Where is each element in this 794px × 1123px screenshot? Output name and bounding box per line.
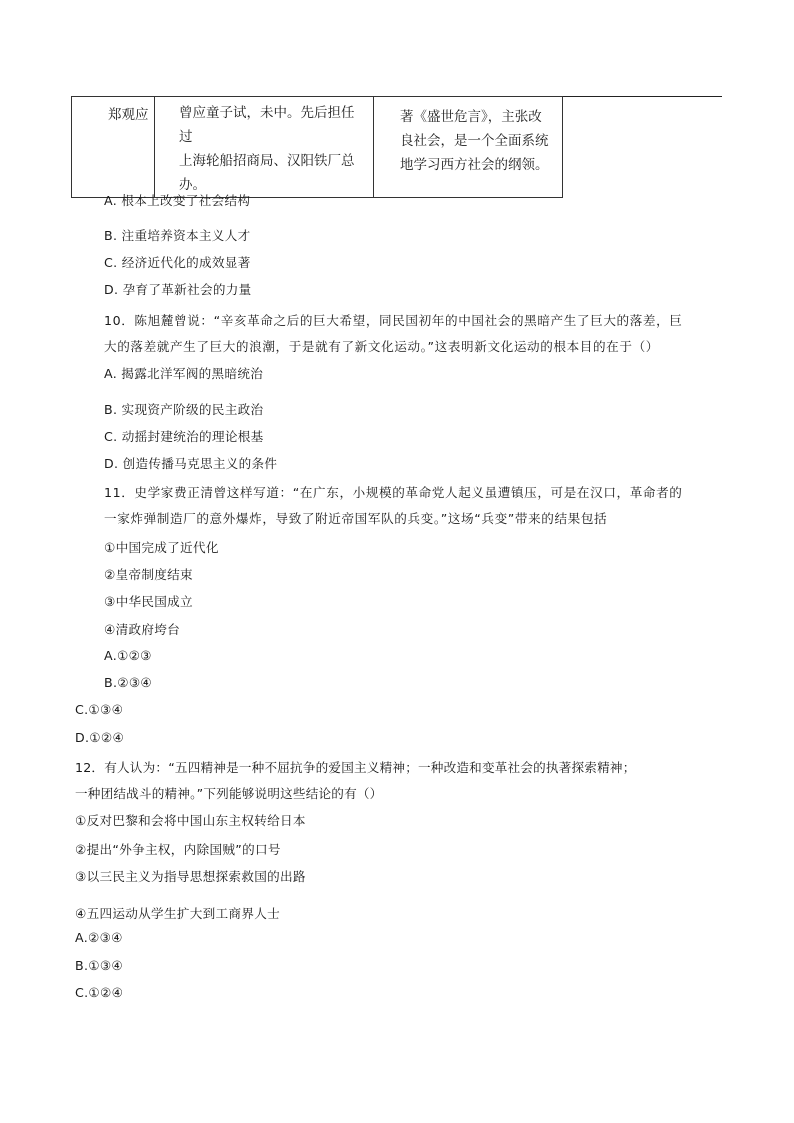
- q10-option-d: D. 创造传播马克思主义的条件: [104, 456, 278, 471]
- q12-stem-line1: 12．有人认为：“五四精神是一种不屈抗争的爱国主义精神；一种改造和变革社会的执著探索精神；: [75, 760, 636, 775]
- q11-item-2: ②皇帝制度结束: [104, 567, 193, 582]
- bio-line: 上海轮船招商局、汉阳铁厂总: [179, 153, 355, 169]
- q9-option-a: A. 根本上改变了社会结构: [104, 193, 251, 208]
- q12-item-4: ④五四运动从学生扩大到工商界人士: [75, 906, 280, 921]
- q11-option-c: C.①③④: [75, 702, 124, 717]
- q10-option-c: C. 动摇封建统治的理论根基: [104, 429, 264, 444]
- q12-item-1: ①反对巴黎和会将中国山东主权转给日本: [75, 813, 306, 828]
- q12-stem-line2: 一种团结战斗的精神。”下列能够说明这些结论的有（）: [75, 786, 383, 801]
- q10-option-a: A. 揭露北洋军阀的黑暗统治: [104, 366, 264, 381]
- work-cell: [374, 97, 563, 198]
- q9-option-c: C. 经济近代化的成效显著: [104, 255, 251, 270]
- q9-option-d: D. 孕育了革新社会的力量: [104, 282, 252, 297]
- q10-stem-line1: 10．陈旭麓曾说：“辛亥革命之后的巨大希望，同民国初年的中国社会的黑暗产生了巨大的落差，巨: [104, 313, 683, 328]
- q11-option-a: A.①②③: [104, 648, 152, 663]
- person-name-cell: [72, 97, 155, 198]
- q10-option-b: B. 实现资产阶级的民主政治: [104, 402, 264, 417]
- q11-option-d: D.①②④: [75, 730, 125, 745]
- q11-stem-line1: 11．史学家费正清曾这样写道：“在广东，小规模的革命党人起义虽遭镇压，可是在汉口，革命者的: [104, 485, 683, 500]
- q12-option-a: A.②③④: [75, 930, 123, 945]
- q12-option-c: C.①②④: [75, 985, 124, 1000]
- table-row: [72, 97, 563, 198]
- person-name: 郑观应: [108, 107, 149, 123]
- q9-option-b: B. 注重培养资本主义人才: [104, 228, 251, 243]
- q11-item-1: ①中国完成了近代化: [104, 540, 219, 555]
- q11-item-4: ④清政府垮台: [104, 622, 181, 637]
- q11-stem-line2: 一家炸弹制造厂的意外爆炸，导致了附近帝国军队的兵变。”这场“兵变”带来的结果包括: [104, 511, 608, 526]
- q11-option-b: B.②③④: [104, 675, 153, 690]
- q12-item-2: ②提出“外争主权，内除国贼”的口号: [75, 842, 281, 857]
- work-line: 地学习西方社会的纲领。: [400, 157, 549, 173]
- work-line: 著《盛世危言》，主张改: [400, 109, 542, 125]
- q10-stem-line2: 大的落差就产生了巨大的浪潮，于是就有了新文化运动。”这表明新文化运动的根本目的在于（）: [104, 339, 659, 354]
- bio-cell: [155, 97, 374, 198]
- q12-item-3: ③以三民主义为指导思想探索救国的出路: [75, 869, 306, 884]
- info-table: [71, 96, 563, 198]
- bio-line: 办。: [179, 177, 206, 193]
- work-line: 良社会，是一个全面系统: [400, 133, 549, 149]
- bio-line: 曾应童子试，未中。先后担任过: [179, 105, 355, 145]
- q12-option-b: B.①③④: [75, 958, 124, 973]
- q11-item-3: ③中华民国成立: [104, 594, 193, 609]
